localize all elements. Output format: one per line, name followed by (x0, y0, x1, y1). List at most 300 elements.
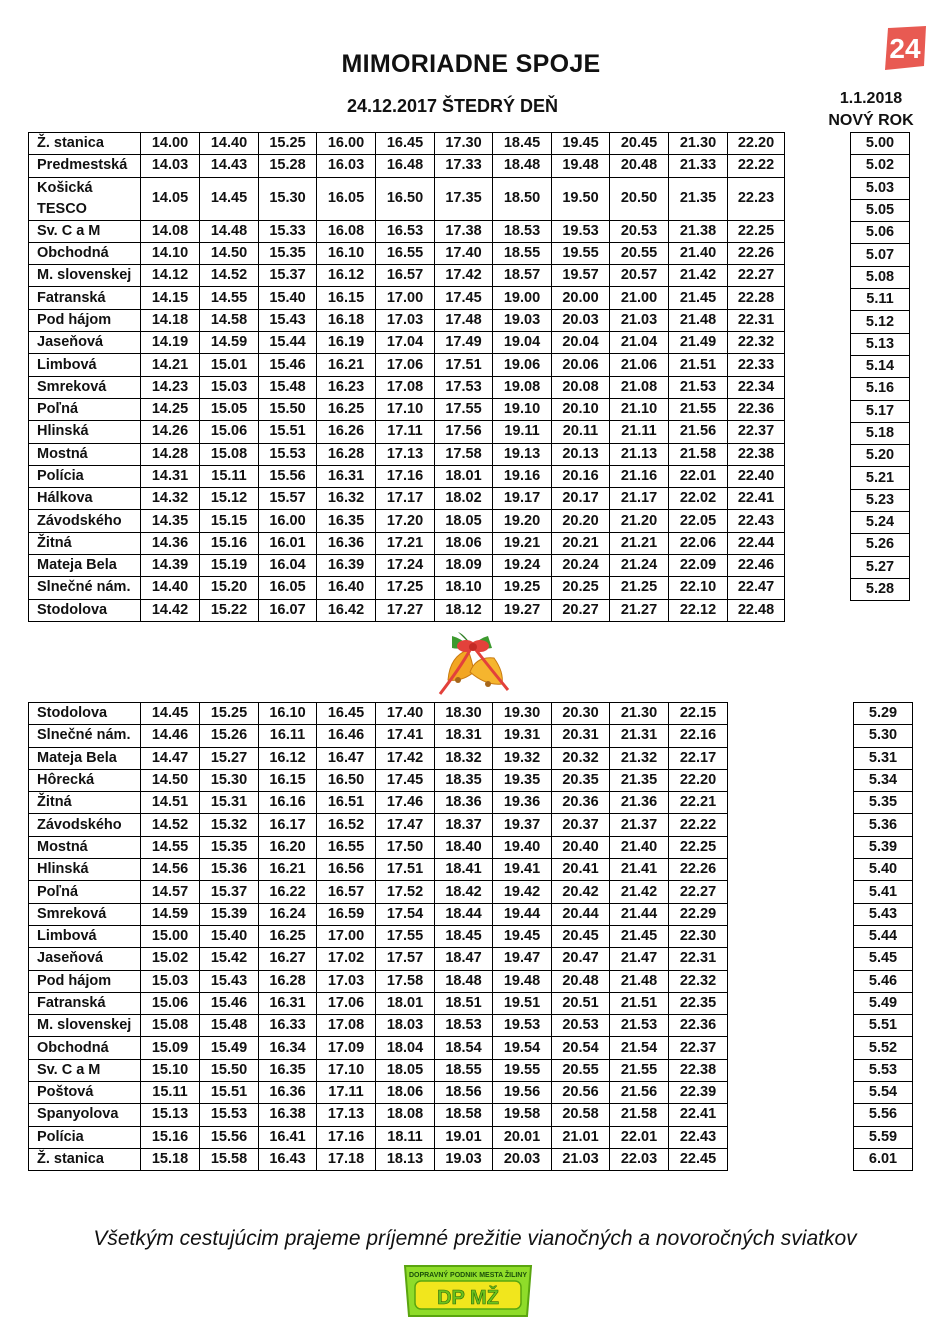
departure-time: 18.08 (376, 1104, 435, 1126)
departure-time: 18.54 (435, 1037, 493, 1059)
departure-time: 18.10 (435, 577, 493, 599)
departure-time: 19.03 (435, 1148, 493, 1170)
departure-time: 21.33 (669, 155, 728, 177)
departure-time: 21.11 (610, 421, 669, 443)
departure-time: 16.31 (259, 992, 317, 1014)
departure-time: 19.27 (493, 599, 552, 621)
departure-time: 17.10 (317, 1059, 376, 1081)
departure-time: 19.42 (493, 881, 552, 903)
table-row (854, 769, 913, 791)
departure-time: 19.08 (493, 376, 552, 398)
departure-time: 19.50 (552, 177, 610, 220)
departure-time: 19.13 (493, 443, 552, 465)
departure-time: 21.25 (610, 577, 669, 599)
table-row (851, 578, 910, 600)
departure-time: 19.11 (493, 421, 552, 443)
departure-time: 15.33 (259, 220, 317, 242)
departure-time: 21.06 (610, 354, 669, 376)
departure-time: 18.48 (493, 155, 552, 177)
departure-time: 14.10 (141, 242, 200, 264)
table-row (854, 903, 913, 925)
departure-time: 14.57 (141, 881, 200, 903)
departure-time: 21.01 (552, 1126, 610, 1148)
table-row (29, 421, 785, 443)
departure-time: 17.58 (435, 443, 493, 465)
departure-time: 18.51 (435, 992, 493, 1014)
departure-time: 16.12 (259, 747, 317, 769)
departure-time: 17.17 (376, 488, 435, 510)
departure-time: 14.43 (200, 155, 259, 177)
departure-time: 16.28 (317, 443, 376, 465)
departure-time: 20.03 (493, 1148, 552, 1170)
stop-name: Závodského (29, 814, 141, 836)
departure-time: 20.30 (552, 703, 610, 725)
departure-time: 19.21 (493, 532, 552, 554)
new-year-time: 5.18 (851, 422, 910, 444)
departure-time: 19.45 (493, 925, 552, 947)
stop-name: Hlinská (29, 421, 141, 443)
departure-time: 15.19 (200, 555, 259, 577)
table-row (851, 199, 910, 221)
table-row (29, 443, 785, 465)
departure-time: 17.45 (435, 287, 493, 309)
table-row (29, 465, 785, 487)
departure-time: 17.55 (376, 925, 435, 947)
departure-time: 17.40 (435, 242, 493, 264)
departure-time: 20.32 (552, 747, 610, 769)
departure-time: 22.37 (669, 1037, 728, 1059)
departure-time: 21.38 (669, 220, 728, 242)
departure-time: 14.46 (141, 725, 200, 747)
departure-time: 18.04 (376, 1037, 435, 1059)
departure-time: 22.06 (669, 532, 728, 554)
departure-time: 20.10 (552, 398, 610, 420)
departure-time: 15.53 (200, 1104, 259, 1126)
table-row (29, 725, 728, 747)
departure-time: 22.28 (728, 287, 785, 309)
departure-time: 16.46 (317, 725, 376, 747)
departure-time: 21.45 (669, 287, 728, 309)
new-year-time: 5.03 (851, 177, 910, 199)
departure-time: 17.42 (435, 265, 493, 287)
table-row (854, 814, 913, 836)
departure-time: 18.06 (435, 532, 493, 554)
departure-time: 19.32 (493, 747, 552, 769)
new-year-time: 5.51 (854, 1015, 913, 1037)
departure-time: 16.03 (317, 155, 376, 177)
departure-time: 16.36 (317, 532, 376, 554)
table-row (29, 133, 785, 155)
new-year-time: 5.49 (854, 992, 913, 1014)
departure-time: 20.00 (552, 287, 610, 309)
departure-time: 19.20 (493, 510, 552, 532)
departure-time: 16.16 (259, 792, 317, 814)
departure-time: 17.18 (317, 1148, 376, 1170)
departure-time: 20.37 (552, 814, 610, 836)
table-row (851, 177, 910, 199)
new-year-time: 5.24 (851, 512, 910, 534)
departure-time: 21.16 (610, 465, 669, 487)
new-year-time: 5.31 (854, 747, 913, 769)
table-row (854, 1015, 913, 1037)
departure-time: 16.31 (317, 465, 376, 487)
table-row (29, 155, 785, 177)
departure-time: 16.56 (317, 859, 376, 881)
departure-time: 16.24 (259, 903, 317, 925)
departure-time: 15.37 (259, 265, 317, 287)
departure-time: 21.55 (610, 1059, 669, 1081)
table-row (854, 1104, 913, 1126)
new-year-time: 5.12 (851, 311, 910, 333)
departure-time: 15.27 (200, 747, 259, 769)
departure-time: 18.48 (435, 970, 493, 992)
departure-time: 15.57 (259, 488, 317, 510)
departure-time: 15.26 (200, 725, 259, 747)
departure-time: 21.27 (610, 599, 669, 621)
table-row (29, 792, 728, 814)
new-year-time: 5.08 (851, 266, 910, 288)
new-year-label: NOVÝ ROK (828, 112, 914, 129)
table-row (854, 925, 913, 947)
departure-time: 22.32 (669, 970, 728, 992)
stop-name: Jaseňová (29, 948, 141, 970)
departure-time: 20.56 (552, 1082, 610, 1104)
departure-time: 19.06 (493, 354, 552, 376)
stop-name: Hálkova (29, 488, 141, 510)
departure-time: 14.42 (141, 599, 200, 621)
departure-time: 19.04 (493, 332, 552, 354)
departure-time: 16.45 (376, 133, 435, 155)
departure-time: 21.42 (610, 881, 669, 903)
table-row (851, 400, 910, 422)
departure-time: 18.53 (493, 220, 552, 242)
table-row (29, 859, 728, 881)
table-row (29, 488, 785, 510)
departure-time: 19.31 (493, 725, 552, 747)
departure-time: 17.42 (376, 747, 435, 769)
table-row (29, 747, 728, 769)
departure-time: 18.31 (435, 725, 493, 747)
departure-time: 21.00 (610, 287, 669, 309)
departure-time: 21.49 (669, 332, 728, 354)
departure-time: 16.33 (259, 1015, 317, 1037)
table-row (29, 1015, 728, 1037)
departure-time: 19.48 (493, 970, 552, 992)
departure-time: 22.01 (669, 465, 728, 487)
departure-time: 21.35 (669, 177, 728, 220)
departure-time: 19.25 (493, 577, 552, 599)
departure-time: 17.27 (376, 599, 435, 621)
departure-time: 17.08 (317, 1015, 376, 1037)
departure-time: 21.56 (669, 421, 728, 443)
table-row (29, 242, 785, 264)
departure-time: 17.03 (376, 309, 435, 331)
departure-time: 21.31 (610, 725, 669, 747)
departure-time: 14.19 (141, 332, 200, 354)
departure-time: 21.13 (610, 443, 669, 465)
departure-time: 17.51 (435, 354, 493, 376)
departure-time: 15.09 (141, 1037, 200, 1059)
table-row (851, 445, 910, 467)
departure-time: 22.26 (669, 859, 728, 881)
departure-time: 14.36 (141, 532, 200, 554)
departure-time: 20.13 (552, 443, 610, 465)
timetable-24-december-return (28, 702, 728, 1171)
departure-time: 17.00 (376, 287, 435, 309)
departure-time: 17.11 (317, 1082, 376, 1104)
departure-time: 19.56 (493, 1082, 552, 1104)
new-year-time: 5.21 (851, 467, 910, 489)
table-row (851, 244, 910, 266)
new-year-column-1 (850, 132, 910, 601)
new-year-time: 5.34 (854, 769, 913, 791)
departure-time: 14.18 (141, 309, 200, 331)
departure-time: 22.38 (669, 1059, 728, 1081)
departure-time: 14.45 (141, 703, 200, 725)
departure-time: 16.11 (259, 725, 317, 747)
stop-name: Hôrecká (29, 769, 141, 791)
stop-name: Mostná (29, 836, 141, 858)
departure-time: 22.25 (728, 220, 785, 242)
new-year-time: 5.39 (854, 836, 913, 858)
departure-time: 14.40 (200, 133, 259, 155)
new-year-time: 5.23 (851, 489, 910, 511)
departure-time: 15.35 (200, 836, 259, 858)
departure-time: 21.51 (669, 354, 728, 376)
departure-time: 15.12 (200, 488, 259, 510)
logo-24-text: 24 (889, 33, 921, 64)
departure-time: 17.00 (317, 925, 376, 947)
departure-time: 20.44 (552, 903, 610, 925)
departure-time: 14.50 (200, 242, 259, 264)
departure-time: 15.48 (200, 1015, 259, 1037)
stop-name: Poštová (29, 1082, 141, 1104)
departure-time: 15.50 (259, 398, 317, 420)
departure-time: 15.37 (200, 881, 259, 903)
table-row (29, 1104, 728, 1126)
departure-time: 16.57 (317, 881, 376, 903)
departure-time: 19.24 (493, 555, 552, 577)
stop-name: Polícia (29, 465, 141, 487)
table-row (851, 222, 910, 244)
departure-time: 14.28 (141, 443, 200, 465)
departure-time: 22.30 (669, 925, 728, 947)
table-row (29, 836, 728, 858)
departure-time: 21.58 (610, 1104, 669, 1126)
departure-time: 16.48 (376, 155, 435, 177)
departure-time: 17.41 (376, 725, 435, 747)
departure-time: 16.05 (317, 177, 376, 220)
departure-time: 21.56 (610, 1082, 669, 1104)
departure-time: 20.16 (552, 465, 610, 487)
departure-time: 18.50 (493, 177, 552, 220)
table-row (851, 333, 910, 355)
departure-time: 14.08 (141, 220, 200, 242)
departure-time: 22.45 (669, 1148, 728, 1170)
stop-name: Ž. stanica (29, 1148, 141, 1170)
stop-name: Žitná (29, 532, 141, 554)
departure-time: 17.50 (376, 836, 435, 858)
new-year-time: 5.02 (851, 155, 910, 177)
departure-time: 16.32 (317, 488, 376, 510)
departure-time: 16.45 (317, 703, 376, 725)
new-year-time: 5.16 (851, 378, 910, 400)
departure-time: 16.50 (376, 177, 435, 220)
departure-time: 20.45 (552, 925, 610, 947)
departure-time: 17.25 (376, 577, 435, 599)
table-row (29, 1037, 728, 1059)
departure-time: 18.05 (376, 1059, 435, 1081)
departure-time: 19.54 (493, 1037, 552, 1059)
departure-time: 19.55 (552, 242, 610, 264)
stop-name: Košická TESCO (29, 177, 141, 220)
departure-time: 20.06 (552, 354, 610, 376)
departure-time: 16.21 (317, 354, 376, 376)
departure-time: 19.00 (493, 287, 552, 309)
departure-time: 22.17 (669, 747, 728, 769)
departure-time: 19.57 (552, 265, 610, 287)
departure-time: 17.06 (376, 354, 435, 376)
departure-time: 15.15 (200, 510, 259, 532)
departure-time: 22.22 (669, 814, 728, 836)
departure-time: 15.02 (141, 948, 200, 970)
departure-time: 18.40 (435, 836, 493, 858)
departure-time: 14.31 (141, 465, 200, 487)
new-year-time: 5.36 (854, 814, 913, 836)
departure-time: 17.16 (317, 1126, 376, 1148)
departure-time: 17.56 (435, 421, 493, 443)
departure-time: 20.54 (552, 1037, 610, 1059)
departure-time: 21.48 (669, 309, 728, 331)
departure-time: 21.47 (610, 948, 669, 970)
departure-time: 14.32 (141, 488, 200, 510)
page-subtitle: 24.12.2017 ŠTEDRÝ DEŇ (346, 96, 559, 116)
departure-time: 15.08 (200, 443, 259, 465)
departure-time: 14.51 (141, 792, 200, 814)
stop-name: Jaseňová (29, 332, 141, 354)
table-row (29, 332, 785, 354)
departure-time: 16.52 (317, 814, 376, 836)
departure-time: 18.56 (435, 1082, 493, 1104)
departure-time: 15.08 (141, 1015, 200, 1037)
stop-name: Pod hájom (29, 309, 141, 331)
departure-time: 21.37 (610, 814, 669, 836)
departure-time: 22.12 (669, 599, 728, 621)
new-year-date: 1.1.2018 (839, 90, 903, 107)
departure-time: 21.20 (610, 510, 669, 532)
departure-time: 18.03 (376, 1015, 435, 1037)
dpmz-logo-icon (401, 1262, 535, 1320)
stop-name: Poľná (29, 398, 141, 420)
departure-time: 18.11 (376, 1126, 435, 1148)
table-row (29, 970, 728, 992)
departure-time: 17.16 (376, 465, 435, 487)
departure-time: 20.53 (552, 1015, 610, 1037)
departure-time: 16.55 (317, 836, 376, 858)
departure-time: 22.23 (728, 177, 785, 220)
departure-time: 22.26 (728, 242, 785, 264)
departure-time: 17.33 (435, 155, 493, 177)
departure-time: 22.44 (728, 532, 785, 554)
departure-time: 14.55 (200, 287, 259, 309)
departure-time: 16.50 (317, 769, 376, 791)
departure-time: 17.54 (376, 903, 435, 925)
departure-time: 21.45 (610, 925, 669, 947)
departure-time: 22.38 (728, 443, 785, 465)
departure-time: 22.01 (610, 1126, 669, 1148)
departure-time: 22.20 (669, 769, 728, 791)
departure-time: 16.43 (259, 1148, 317, 1170)
departure-time: 16.20 (259, 836, 317, 858)
departure-time: 16.23 (317, 376, 376, 398)
departure-time: 20.47 (552, 948, 610, 970)
departure-time: 17.49 (435, 332, 493, 354)
departure-time: 19.16 (493, 465, 552, 487)
departure-time: 15.35 (259, 242, 317, 264)
stop-name: M. slovenskej (29, 265, 141, 287)
departure-time: 22.15 (669, 703, 728, 725)
departure-time: 17.02 (317, 948, 376, 970)
departure-time: 16.00 (259, 510, 317, 532)
departure-time: 22.20 (728, 133, 785, 155)
departure-time: 22.21 (669, 792, 728, 814)
departure-time: 21.40 (669, 242, 728, 264)
stop-name: Limbová (29, 354, 141, 376)
stop-name: Limbová (29, 925, 141, 947)
departure-time: 17.51 (376, 859, 435, 881)
departure-time: 17.30 (435, 133, 493, 155)
departure-time: 15.30 (200, 769, 259, 791)
departure-time: 16.57 (376, 265, 435, 287)
departure-time: 16.28 (259, 970, 317, 992)
stop-name: Smreková (29, 903, 141, 925)
departure-time: 14.48 (200, 220, 259, 242)
departure-time: 17.40 (376, 703, 435, 725)
departure-time: 14.59 (200, 332, 259, 354)
departure-time: 14.03 (141, 155, 200, 177)
departure-time: 18.09 (435, 555, 493, 577)
table-row (854, 1082, 913, 1104)
departure-time: 20.01 (493, 1126, 552, 1148)
christmas-bells-icon (430, 628, 514, 698)
new-year-header (812, 88, 930, 132)
departure-time: 17.13 (317, 1104, 376, 1126)
departure-time: 20.36 (552, 792, 610, 814)
departure-time: 17.45 (376, 769, 435, 791)
departure-time: 15.25 (259, 133, 317, 155)
departure-time: 18.53 (435, 1015, 493, 1037)
stop-name: Mostná (29, 443, 141, 465)
departure-time: 20.48 (610, 155, 669, 177)
departure-time: 16.17 (259, 814, 317, 836)
table-row (29, 398, 785, 420)
departure-time: 20.27 (552, 599, 610, 621)
new-year-time: 6.01 (854, 1148, 913, 1170)
departure-time: 15.06 (141, 992, 200, 1014)
departure-time: 22.40 (728, 465, 785, 487)
departure-time: 20.55 (610, 242, 669, 264)
departure-time: 17.21 (376, 532, 435, 554)
departure-time: 17.48 (435, 309, 493, 331)
departure-time: 19.44 (493, 903, 552, 925)
departure-time: 18.57 (493, 265, 552, 287)
departure-time: 20.11 (552, 421, 610, 443)
departure-time: 22.41 (669, 1104, 728, 1126)
departure-time: 16.41 (259, 1126, 317, 1148)
new-year-time: 5.43 (854, 903, 913, 925)
departure-time: 16.01 (259, 532, 317, 554)
departure-time: 17.38 (435, 220, 493, 242)
